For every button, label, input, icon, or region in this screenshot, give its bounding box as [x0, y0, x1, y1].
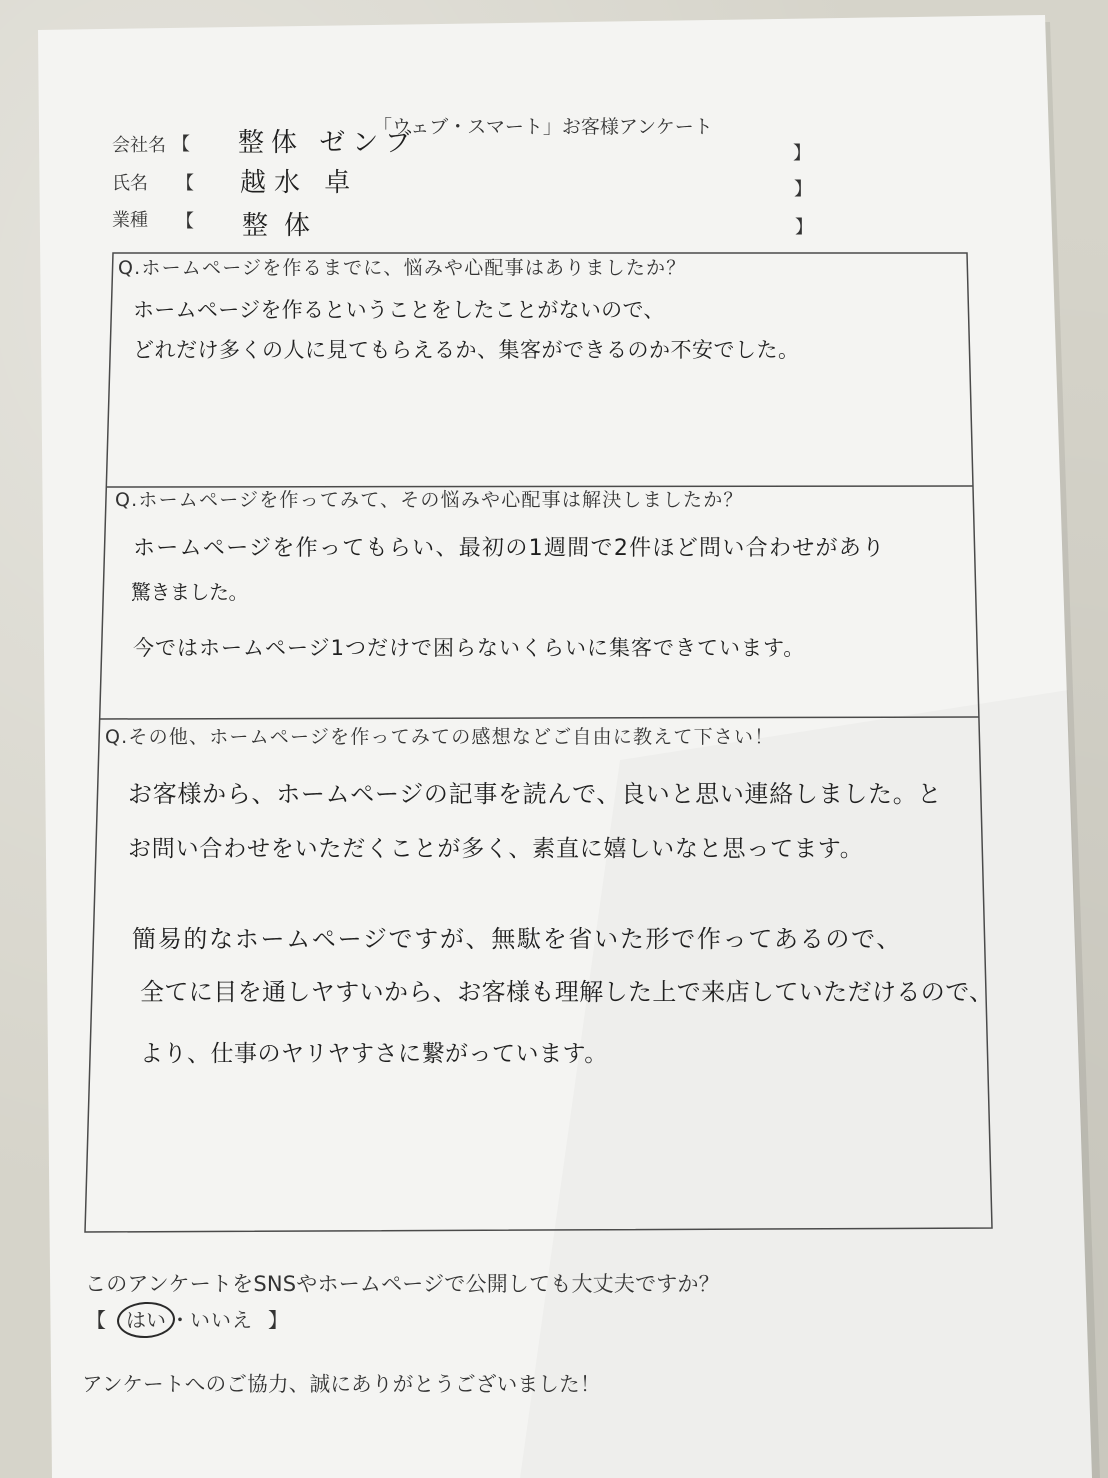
option-separator: ・: [170, 1308, 190, 1332]
bracket-close: 】: [793, 143, 811, 164]
answer-line: 驚きました。: [131, 580, 248, 604]
field-value-industry: 整体: [242, 211, 327, 241]
bracket-close: 】: [795, 217, 813, 238]
thank-you-message: アンケートへのご協力、誠にありがとうございました！: [82, 1372, 601, 1396]
answer-line: ホームページを作ってもらい、最初の1週間で2件ほど問い合わせがあり: [133, 536, 886, 561]
field-label-company: 会社名: [112, 135, 166, 156]
consent-question: このアンケートをSNSやホームページで公開しても大丈夫ですか？: [85, 1272, 720, 1296]
answer-line: 今ではホームページ1つだけで困らないくらいに集客できています。: [133, 636, 806, 660]
bracket-open: 【: [176, 211, 194, 232]
consent-option-yes: はい: [126, 1308, 166, 1332]
field-value-name: 越水 卓: [240, 168, 359, 198]
answer-line: ホームページを作るということをしたことがないので、: [133, 298, 665, 322]
answer-line: お問い合わせをいただくことが多く、素直に嬉しいなと思ってます。: [128, 836, 864, 862]
question-text: Q.ホームページを作ってみて、その悩みや心配事は解決しましたか？: [115, 489, 744, 511]
bracket-close: 】: [268, 1308, 288, 1332]
answer-line: お客様から、ホームページの記事を読んで、良いと思い連絡しました。と: [128, 780, 943, 808]
bracket-open: 【: [176, 173, 194, 194]
answer-line: 簡易的なホームページですが、無駄を省いた形で作ってあるので、: [132, 925, 903, 953]
answer-line: 全てに目を通しヤすいから、お客様も理解した上で来店していただけるので、: [140, 978, 994, 1006]
field-label-industry: 業種: [112, 210, 148, 231]
field-value-company: 整体 ゼンブ: [238, 128, 419, 158]
bracket-open: 【: [172, 134, 190, 155]
survey-title: 「ウェブ・スマート」お客様アンケート: [373, 116, 713, 138]
bracket-close: 】: [794, 179, 812, 200]
bracket-open: 【: [86, 1308, 106, 1332]
answer-line: どれだけ多くの人に見てもらえるか、集客ができるのか不安でした。: [133, 338, 800, 362]
selection-circle-mark: [116, 1301, 176, 1340]
question-text: Q.その他、ホームページを作ってみての感想などご自由に教えて下さい！: [105, 726, 775, 748]
consent-option-no: いいえ: [190, 1308, 253, 1332]
field-label-name: 氏名: [112, 173, 148, 194]
question-text: Q.ホームページを作るまでに、悩みや心配事はありましたか？: [118, 257, 687, 279]
answer-line: より、仕事のヤリヤすさに繋がっています。: [140, 1041, 608, 1067]
